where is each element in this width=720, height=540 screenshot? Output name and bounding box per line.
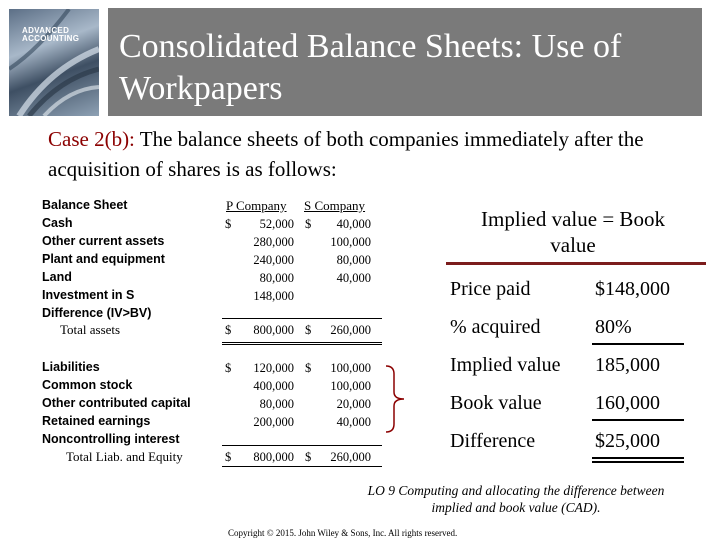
total-liab-p: 800,000 — [253, 450, 294, 464]
total-liab-row — [36, 449, 386, 467]
row-value: $25,000 — [595, 430, 660, 452]
p-company-value: 240,000 — [253, 253, 294, 267]
implied-value-row — [450, 354, 700, 384]
table-row — [36, 234, 386, 252]
p-company-header: P Company — [226, 198, 287, 213]
table-row — [36, 378, 386, 396]
currency-symbol: $ — [225, 217, 232, 231]
percent-acquired-row — [450, 316, 700, 346]
total-rule-2 — [592, 461, 684, 463]
total-assets-rule — [222, 318, 382, 319]
title-underline — [446, 262, 706, 265]
table-row — [36, 414, 386, 432]
currency-symbol: $ — [305, 450, 312, 464]
currency-symbol: $ — [305, 361, 312, 375]
currency-symbol: $ — [305, 217, 312, 231]
row-value: 80% — [595, 316, 632, 338]
double-rule-1 — [222, 342, 382, 343]
table-row — [36, 216, 386, 234]
s-company-value: 40,000 — [336, 415, 371, 429]
table-row — [36, 360, 386, 378]
row-label: Cash — [42, 216, 73, 230]
total-assets-label: Total assets — [60, 322, 121, 337]
row-label: Difference (IV>BV) — [42, 306, 152, 320]
row-label: Implied value — [450, 354, 561, 376]
implied-value-title: Implied value = Book value — [481, 207, 665, 257]
p-company-value: 52,000 — [259, 217, 294, 231]
row-label: Other current assets — [42, 234, 165, 248]
row-label: Difference — [450, 430, 536, 452]
s-company-header: S Company — [304, 198, 366, 213]
subtract-rule — [592, 419, 684, 421]
case-description — [48, 124, 708, 184]
balance-sheet-title: Balance Sheet — [42, 198, 128, 212]
currency-symbol: $ — [225, 361, 232, 375]
currency-symbol: $ — [225, 323, 232, 337]
s-company-value: 80,000 — [336, 253, 371, 267]
p-company-value: 80,000 — [259, 271, 294, 285]
total-rule-1 — [592, 457, 684, 459]
table-row — [36, 288, 386, 306]
row-label: Investment in S — [42, 288, 135, 302]
s-company-value: 100,000 — [330, 235, 371, 249]
p-company-value: 280,000 — [253, 235, 294, 249]
price-paid-row — [450, 278, 700, 308]
copyright-notice: Copyright © 2015. John Wiley & Sons, Inc. All rights reserved. — [228, 528, 458, 538]
table-row — [36, 432, 386, 450]
currency-symbol: $ — [225, 450, 232, 464]
total-liab-s: 260,000 — [330, 450, 371, 464]
table-row — [36, 396, 386, 414]
slide-header — [0, 0, 720, 118]
slide-title: Consolidated Balance Sheets: Use of Workpapers — [119, 28, 622, 107]
table-row — [36, 270, 386, 288]
total-assets-row — [36, 322, 386, 340]
row-label: Book value — [450, 392, 542, 414]
double-rule-2 — [222, 344, 382, 345]
book-cover-image — [9, 9, 99, 116]
total-liab-label: Total Liab. and Equity — [66, 449, 183, 464]
case-text: The balance sheets of both companies immediately after the acquisition of shares is as follows: — [48, 127, 644, 181]
case-label: Case 2(b): — [48, 127, 135, 151]
row-label: Retained earnings — [42, 414, 151, 428]
row-value: 160,000 — [595, 392, 660, 414]
total-liab-rule — [222, 445, 382, 446]
s-company-value: 40,000 — [336, 217, 371, 231]
table-header-row — [36, 198, 386, 216]
p-company-value: 80,000 — [259, 397, 294, 411]
row-label: Common stock — [42, 378, 133, 392]
total-assets-p: 800,000 — [253, 323, 294, 337]
s-company-value: 100,000 — [330, 361, 371, 375]
row-label: Noncontrolling interest — [42, 432, 180, 446]
row-value: 185,000 — [595, 354, 660, 376]
table-row — [36, 252, 386, 270]
s-company-value: 100,000 — [330, 379, 371, 393]
row-label: Land — [42, 270, 72, 284]
p-company-value: 400,000 — [253, 379, 294, 393]
row-label: % acquired — [450, 316, 541, 338]
bracket-icon — [384, 364, 406, 434]
book-value-row — [450, 392, 700, 422]
s-company-value: 20,000 — [336, 397, 371, 411]
row-label: Price paid — [450, 278, 531, 300]
currency-symbol: $ — [305, 323, 312, 337]
s-company-value: 40,000 — [336, 271, 371, 285]
learning-objective: LO 9 Computing and allocating the difference between implied and book value (CAD). — [367, 483, 665, 515]
double-rule-3 — [222, 466, 382, 467]
balance-sheet-table — [36, 196, 386, 466]
multiply-rule — [592, 343, 684, 345]
row-label: Other contributed capital — [42, 396, 191, 410]
row-label: Liabilities — [42, 360, 100, 374]
book-title: ADVANCED ACCOUNTING — [22, 26, 80, 43]
difference-row — [450, 430, 700, 460]
row-label: Plant and equipment — [42, 252, 165, 266]
row-value: $148,000 — [595, 278, 670, 300]
p-company-value: 120,000 — [253, 361, 294, 375]
p-company-value: 200,000 — [253, 415, 294, 429]
total-assets-s: 260,000 — [330, 323, 371, 337]
p-company-value: 148,000 — [253, 289, 294, 303]
